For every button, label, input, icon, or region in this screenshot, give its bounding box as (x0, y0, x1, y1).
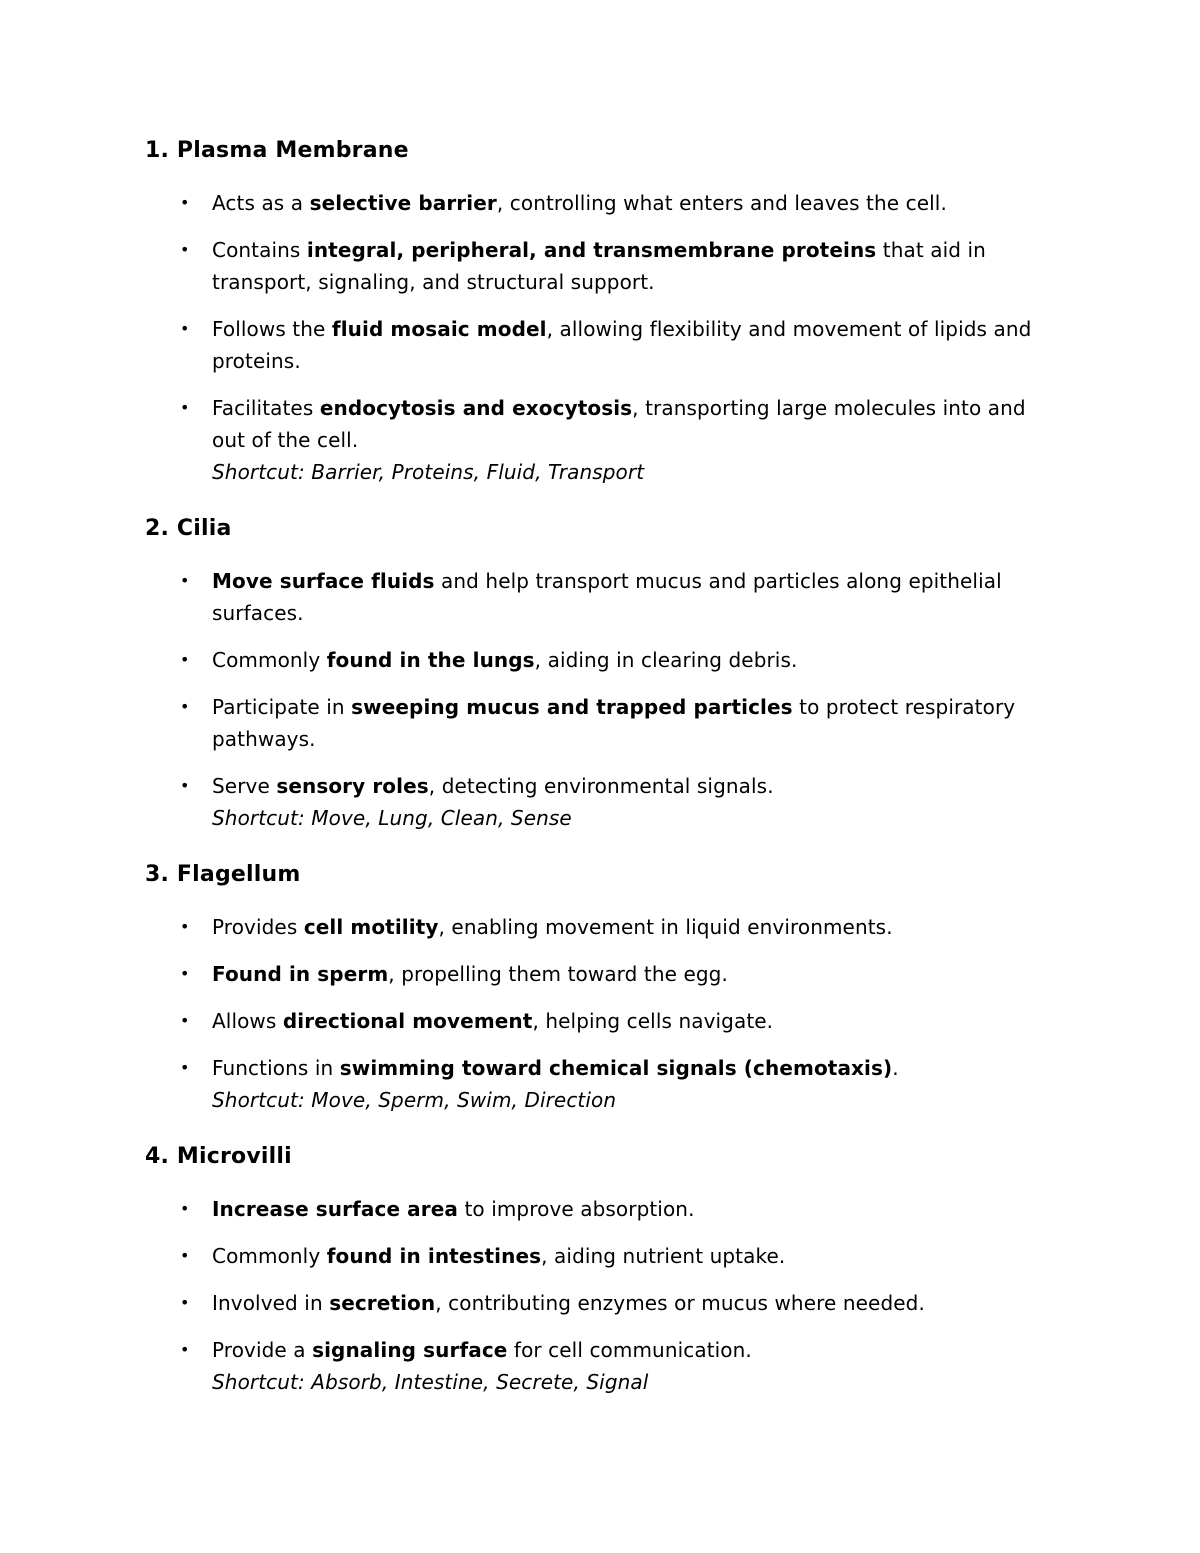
bullet-text-bold: directional movement (282, 1009, 533, 1033)
bullet-item (145, 1052, 1062, 1116)
bullet-list (145, 187, 1062, 488)
bullet-icon: • (180, 240, 190, 259)
bullet-item (145, 691, 1062, 755)
bullet-list (145, 1193, 1062, 1398)
bullet-text-plain: , helping cells navigate. (532, 1009, 774, 1033)
bullet-text-bold: Found in sperm (212, 962, 389, 986)
bullet-text (212, 187, 947, 219)
bullet-text-bold: endocytosis and exocytosis (319, 396, 633, 420)
bullet-text (212, 1005, 773, 1037)
bullet-icon: • (180, 650, 190, 669)
section-heading: 3. Flagellum (145, 862, 301, 887)
bullet-icon: • (180, 1199, 190, 1218)
bullet-text-bold: found in the lungs (326, 648, 535, 672)
bullet-list (145, 565, 1062, 834)
bullet-text-plain: Involved in (212, 1291, 330, 1315)
bullet-text-plain: Serve (212, 774, 277, 798)
bullet-icon: • (180, 917, 190, 936)
bullet-text-bold: Move surface fluids (212, 569, 435, 593)
bullet-text-plain: , propelling them toward the egg. (388, 962, 728, 986)
bullet-text (212, 1052, 899, 1116)
section-3 (145, 862, 1062, 1116)
bullet-text (212, 234, 1062, 298)
bullet-text-plain: Contains (212, 238, 307, 262)
bullet-text-bold: sensory roles (276, 774, 429, 798)
bullet-icon: • (180, 1340, 190, 1359)
bullet-text-plain: to protect respiratory pathways. (212, 695, 1016, 751)
bullet-text-plain: . (892, 1056, 899, 1080)
bullet-text-plain: , aiding in clearing debris. (534, 648, 798, 672)
bullet-text-plain: , allowing flexibility and movement of lipids and proteins. (212, 317, 1032, 373)
bullet-text-plain: , transporting large molecules into and out of the cell. (212, 396, 1026, 452)
section-1 (145, 138, 1062, 488)
shortcut-line: Shortcut: Move, Lung, Clean, Sense (212, 806, 572, 830)
bullet-icon: • (180, 776, 190, 795)
bullet-text-plain: , detecting environmental signals. (428, 774, 774, 798)
bullet-text (212, 392, 1062, 488)
bullet-text (212, 1193, 695, 1225)
bullet-text (212, 1240, 785, 1272)
bullet-text (212, 1334, 752, 1398)
bullet-text-plain: , controlling what enters and leaves the cell. (496, 191, 947, 215)
bullet-icon: • (180, 1293, 190, 1312)
bullet-text (212, 770, 774, 834)
bullet-text (212, 644, 797, 676)
bullet-text-plain: , enabling movement in liquid environments. (438, 915, 893, 939)
section-2 (145, 516, 1062, 834)
document-body (145, 138, 1062, 1398)
bullet-text-bold: swimming toward chemical signals (chemotaxis) (339, 1056, 893, 1080)
bullet-text-plain: and help transport mucus and particles along epithelial surfaces. (212, 569, 1002, 625)
shortcut-line: Shortcut: Move, Sperm, Swim, Direction (212, 1088, 617, 1112)
bullet-item (145, 392, 1062, 488)
bullet-text-plain: to improve absorption. (458, 1197, 695, 1221)
bullet-item (145, 1334, 1062, 1398)
bullet-text-plain: for cell communication. (507, 1338, 752, 1362)
shortcut-line: Shortcut: Barrier, Proteins, Fluid, Transport (212, 460, 645, 484)
bullet-list (145, 911, 1062, 1116)
bullet-text-bold: cell motility (303, 915, 439, 939)
bullet-text (212, 958, 728, 990)
bullet-item (145, 911, 1062, 943)
shortcut-line: Shortcut: Absorb, Intestine, Secrete, Signal (212, 1370, 649, 1394)
bullet-text-plain: Acts as a (212, 191, 310, 215)
bullet-item (145, 234, 1062, 298)
bullet-icon: • (180, 319, 190, 338)
bullet-text-bold: secretion (329, 1291, 436, 1315)
bullet-icon: • (180, 571, 190, 590)
section-4 (145, 1144, 1062, 1398)
bullet-icon: • (180, 697, 190, 716)
bullet-item (145, 1287, 1062, 1319)
bullet-text-bold: fluid mosaic model (331, 317, 547, 341)
bullet-text-bold: sweeping mucus and trapped particles (351, 695, 793, 719)
bullet-item (145, 313, 1062, 377)
bullet-icon: • (180, 1058, 190, 1077)
bullet-icon: • (180, 964, 190, 983)
bullet-text-plain: Functions in (212, 1056, 340, 1080)
bullet-item (145, 1005, 1062, 1037)
bullet-icon: • (180, 1246, 190, 1265)
bullet-text-plain: Follows the (212, 317, 332, 341)
bullet-text (212, 691, 1062, 755)
bullet-text-bold: integral, peripheral, and transmembrane proteins (306, 238, 877, 262)
bullet-text-plain: Provides (212, 915, 304, 939)
bullet-item (145, 1240, 1062, 1272)
bullet-text-bold: found in intestines (326, 1244, 542, 1268)
bullet-item (145, 644, 1062, 676)
bullet-text-plain: Commonly (212, 1244, 327, 1268)
bullet-text-plain: Provide a (212, 1338, 313, 1362)
bullet-text-plain: , contributing enzymes or mucus where needed. (435, 1291, 925, 1315)
bullet-item (145, 770, 1062, 834)
bullet-text-plain: that aid in transport, signaling, and structural support. (212, 238, 986, 294)
section-heading: 1. Plasma Membrane (145, 138, 409, 163)
bullet-text (212, 1287, 925, 1319)
bullet-icon: • (180, 193, 190, 212)
bullet-text-plain: , aiding nutrient uptake. (541, 1244, 786, 1268)
bullet-text-plain: Participate in (212, 695, 352, 719)
bullet-text-plain: Facilitates (212, 396, 320, 420)
bullet-text (212, 911, 893, 943)
bullet-item (145, 565, 1062, 629)
bullet-icon: • (180, 1011, 190, 1030)
bullet-text (212, 565, 1062, 629)
bullet-text-plain: Allows (212, 1009, 283, 1033)
bullet-item (145, 187, 1062, 219)
bullet-item (145, 958, 1062, 990)
section-heading: 4. Microvilli (145, 1144, 292, 1169)
bullet-text-plain: Commonly (212, 648, 327, 672)
bullet-text-bold: signaling surface (312, 1338, 508, 1362)
bullet-text-bold: selective barrier (309, 191, 497, 215)
bullet-text-bold: Increase surface area (212, 1197, 458, 1221)
section-heading: 2. Cilia (145, 516, 232, 541)
bullet-item (145, 1193, 1062, 1225)
bullet-icon: • (180, 398, 190, 417)
bullet-text (212, 313, 1062, 377)
